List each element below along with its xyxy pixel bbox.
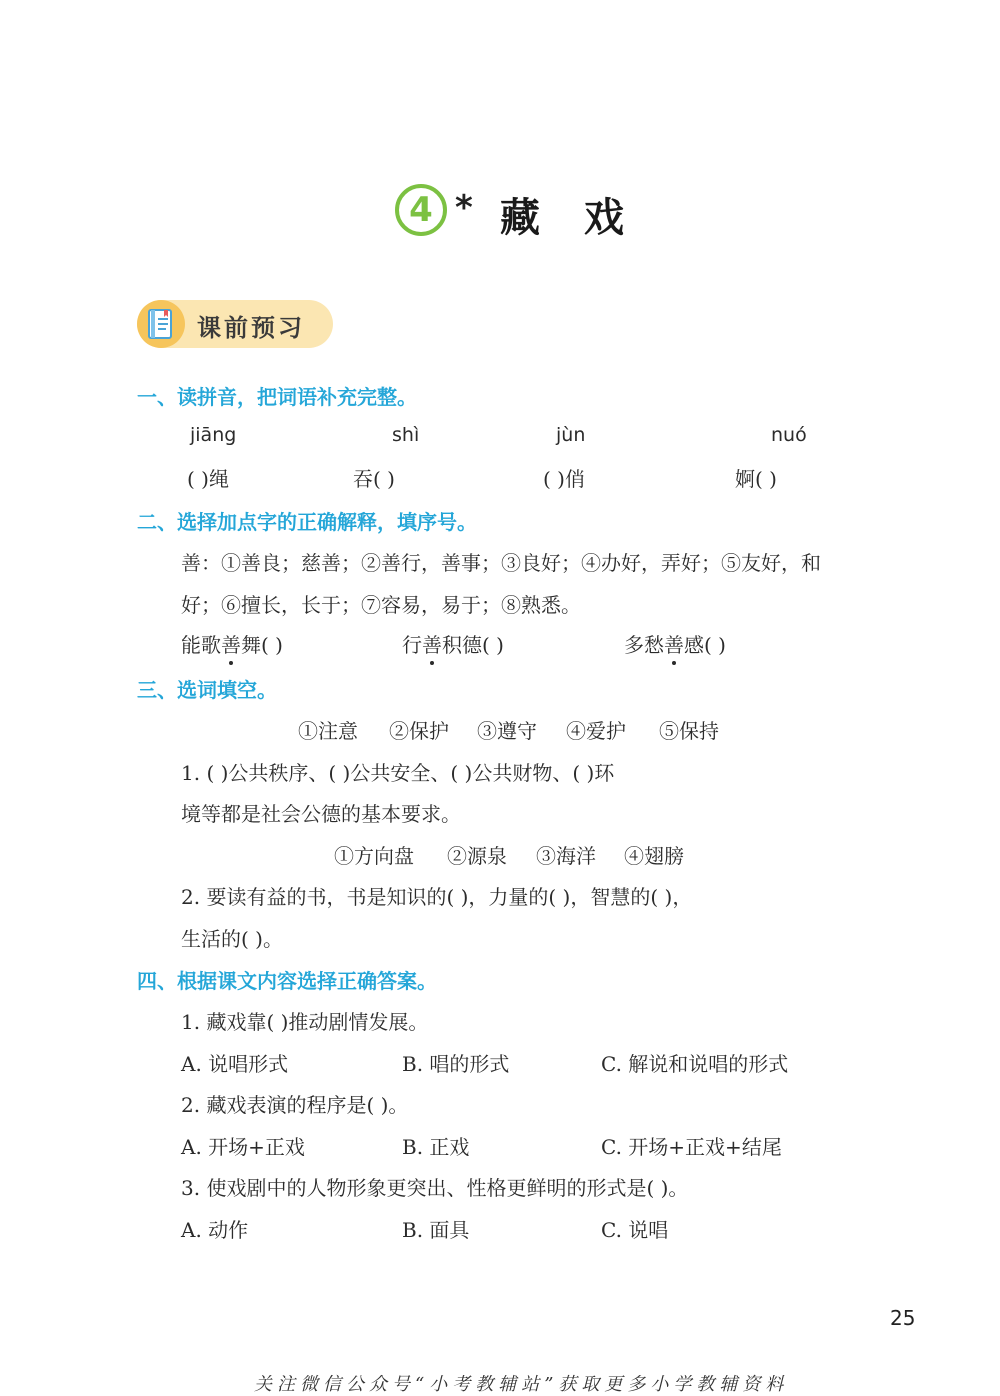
q2-item-text: 能歌 — [181, 633, 221, 657]
q2-item-text: 多愁 — [624, 633, 664, 657]
q3-sentence-1-line2: 境等都是社会公德的基本要求。 — [181, 802, 461, 826]
q1-pinyin-4: nuó — [771, 424, 807, 446]
q1-blank-3[interactable]: ( )俏 — [543, 467, 585, 491]
q3-option: ②保护 — [389, 719, 449, 743]
q2-item-3[interactable] — [624, 629, 726, 658]
q4-choice-b[interactable]: B. 面具 — [402, 1218, 470, 1242]
q3-option: ①方向盘 — [334, 844, 414, 868]
q3-heading: 三、选词填空。 — [137, 678, 277, 702]
q4-choice-a[interactable]: A. 说唱形式 — [181, 1052, 289, 1076]
q4-choice-a[interactable]: A. 动作 — [181, 1218, 249, 1242]
q1-blank-1[interactable]: ( )绳 — [187, 467, 229, 491]
q4-choice-b[interactable]: B. 唱的形式 — [402, 1052, 510, 1076]
q2-item-text: 行 — [402, 633, 422, 657]
q3-sentence-1-line1[interactable]: 1. ( )公共秩序、( )公共安全、( )公共财物、( )环 — [181, 761, 615, 785]
q4-choice-c[interactable]: C. 开场+正戏+结尾 — [601, 1135, 782, 1159]
q1-blank-2[interactable]: 吞( ) — [353, 467, 395, 491]
q2-item-text: 舞 — [241, 633, 261, 657]
q1-pinyin-1: jiāng — [190, 424, 237, 446]
q3-option: ③遵守 — [477, 719, 537, 743]
q2-definitions-line1: 善：①善良；慈善；②善行，善事；③良好；④办好，弄好；⑤友好，和 — [181, 551, 821, 575]
q4-choice-c[interactable]: C. 说唱 — [601, 1218, 669, 1242]
dotted-char: 善 — [221, 629, 241, 658]
dotted-char: 善 — [664, 629, 684, 658]
q1-blank-4[interactable]: 婀( ) — [735, 467, 777, 491]
page-title: 藏戏 — [500, 195, 668, 241]
q2-heading: 二、选择加点字的正确解释，填序号。 — [137, 510, 477, 534]
lesson-number-badge: 4 — [395, 184, 447, 236]
q4-choice-a[interactable]: A. 开场+正戏 — [181, 1135, 305, 1159]
q4-choice-b[interactable]: B. 正戏 — [402, 1135, 470, 1159]
q3-option: ⑤保持 — [659, 719, 719, 743]
q3-sentence-2-line2[interactable]: 生活的( )。 — [181, 927, 283, 951]
section-banner — [137, 300, 333, 348]
book-icon — [137, 300, 185, 348]
q2-item-text: 积德 — [442, 633, 482, 657]
q3-option: ③海洋 — [536, 844, 596, 868]
q3-sentence-2-line1[interactable]: 2. 要读有益的书，书是知识的( )，力量的( )，智慧的( )， — [181, 885, 693, 909]
q3-option: ①注意 — [298, 719, 358, 743]
answer-blank[interactable]: ( ) — [261, 633, 283, 657]
q4-question-1[interactable]: 1. 藏戏靠( )推动剧情发展。 — [181, 1010, 429, 1034]
q3-option: ④爱护 — [566, 719, 626, 743]
q4-choice-c[interactable]: C. 解说和说唱的形式 — [601, 1052, 789, 1076]
q4-question-2[interactable]: 2. 藏戏表演的程序是( )。 — [181, 1093, 409, 1117]
q4-question-3[interactable]: 3. 使戏剧中的人物形象更突出、性格更鲜明的形式是( )。 — [181, 1176, 689, 1200]
page-number: 25 — [890, 1306, 916, 1330]
q1-pinyin-3: jùn — [556, 424, 586, 446]
answer-blank[interactable]: ( ) — [704, 633, 726, 657]
dotted-char: 善 — [422, 629, 442, 658]
q2-item-1[interactable] — [181, 629, 283, 658]
q4-heading: 四、根据课文内容选择正确答案。 — [137, 969, 437, 993]
q2-definitions-line2: 好；⑥擅长，长于；⑦容易，易于；⑧熟悉。 — [181, 593, 581, 617]
footer-note: 关注微信公众号“小考教辅站”获取更多小学教辅资料 — [254, 1374, 789, 1395]
q3-option: ②源泉 — [447, 844, 507, 868]
q2-item-text: 感 — [684, 633, 704, 657]
answer-blank[interactable]: ( ) — [482, 633, 504, 657]
q2-item-2[interactable] — [402, 629, 504, 658]
q1-heading: 一、读拼音，把词语补充完整。 — [137, 385, 417, 409]
optional-lesson-star: * — [455, 188, 473, 228]
q3-option: ④翅膀 — [624, 844, 684, 868]
section-banner-label: 课前预习 — [197, 314, 305, 342]
q1-pinyin-2: shì — [392, 424, 420, 446]
